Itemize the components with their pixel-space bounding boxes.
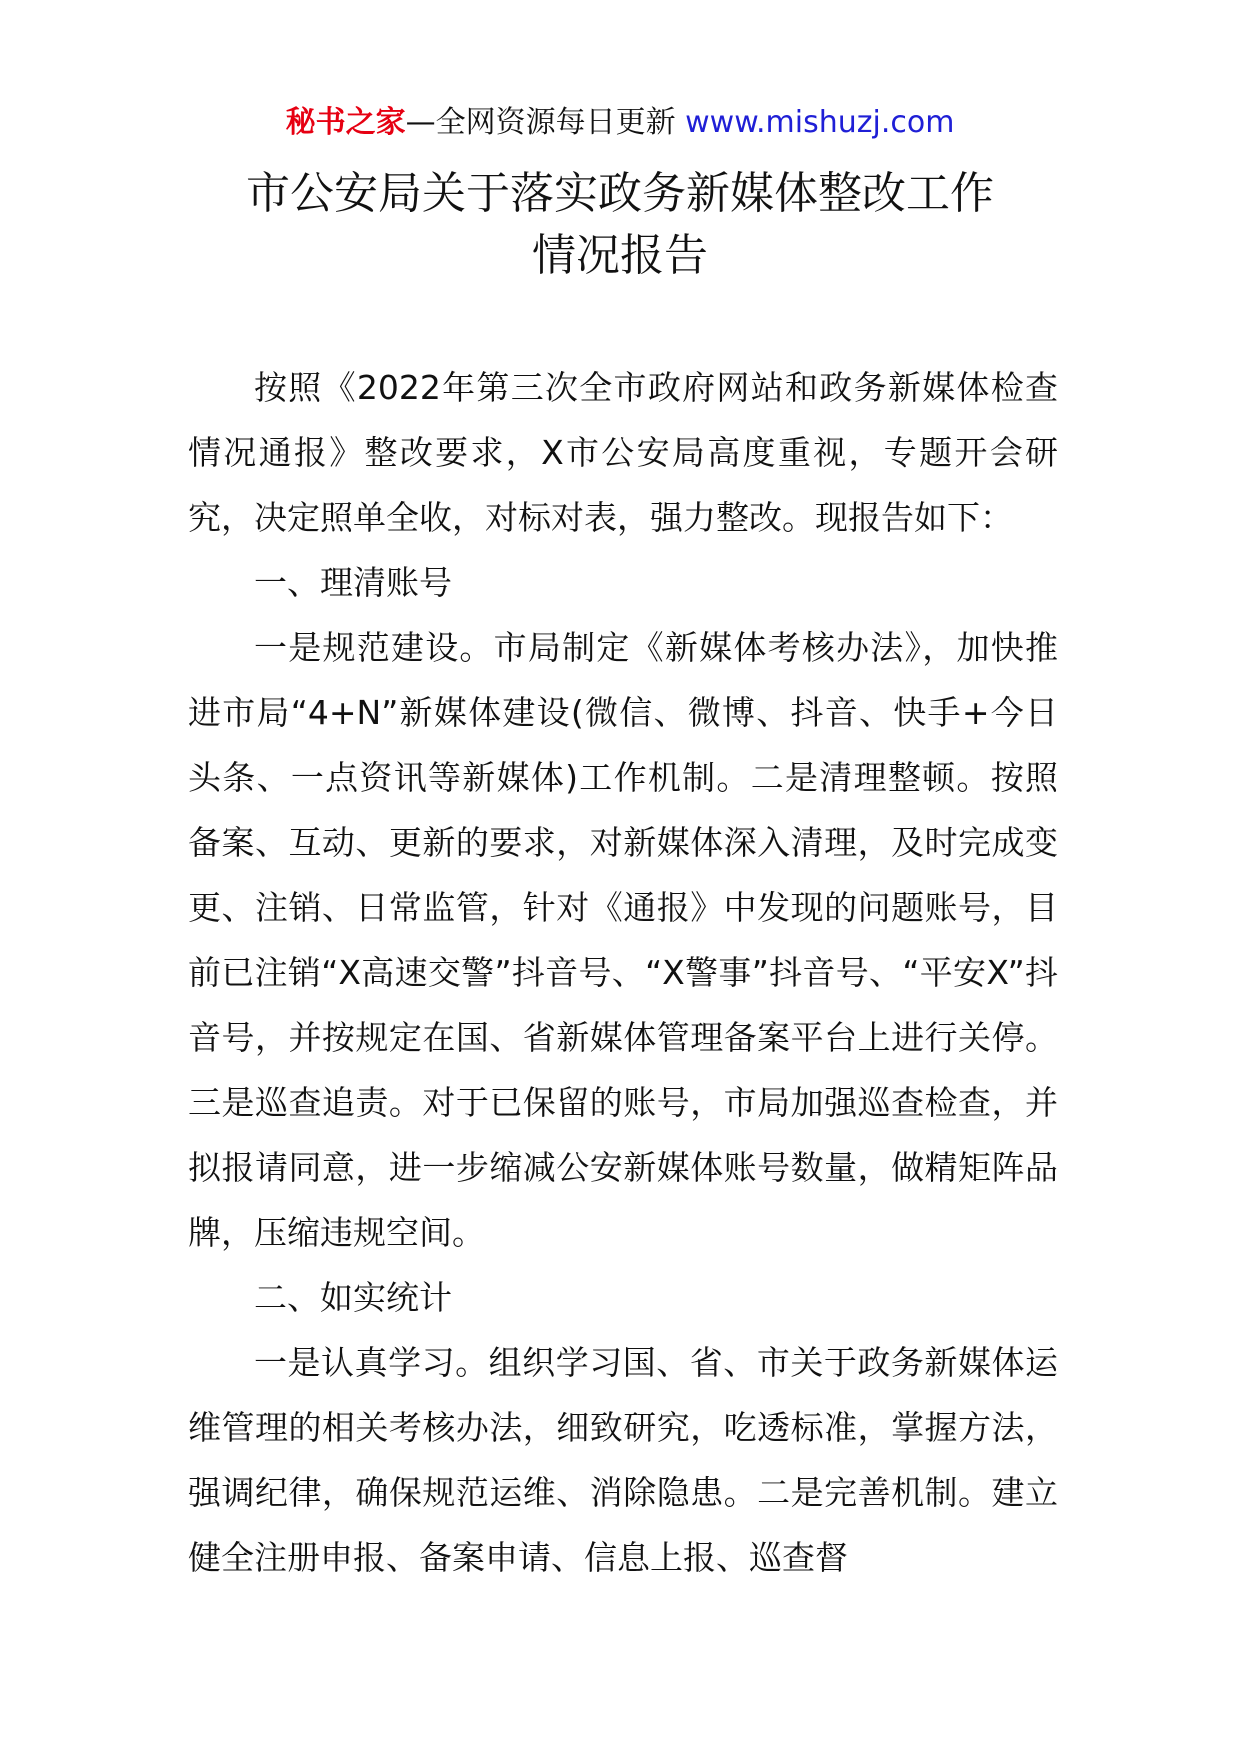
section-2-paragraph: 一是认真学习。组织学习国、省、市关于政务新媒体运维管理的相关考核办法，细致研究，吃透标准，掌握方法，强调纪律，确保规范运维、消除隐患。二是完善机制。建立健全注册申报、备案申请、信息上报、巡查督: [188, 1343, 1058, 1577]
intro-paragraph: 按照《2022年第三次全市政府网站和政务新媒体检查情况通报》整改要求，X市公安局高度重视，专题开会研究，决定照单全收，对标对表，强力整改。现报告如下：: [188, 368, 1058, 537]
site-url-link[interactable]: www.mishuzj.com: [685, 105, 955, 140]
site-header: [0, 103, 1240, 143]
site-tagline: —全网资源每日更新: [405, 105, 676, 140]
section-2-heading: 二、如实统计: [254, 1278, 452, 1317]
document-title-line-1: 市公安局关于落实政务新媒体整改工作: [246, 168, 994, 219]
document-body: [188, 355, 1058, 1590]
document-title-line-2: 情况报告: [532, 230, 708, 281]
section-1-paragraph: 一是规范建设。市局制定《新媒体考核办法》，加快推进市局“4+N”新媒体建设(微信、微博、抖音、快手+今日头条、一点资讯等新媒体)工作机制。二是清理整顿。按照备案、互动、更新的要求，对新媒体深入清理，及时完成变更、注销、日常监管，针对《通报》中发现的问题账号，目前已注销“X高速交警”抖音号、“X警事”抖音号、“平安X”抖音号，并按规定在国、省新媒体管理备案平台上进行关停。三是巡查追责。对于已保留的账号，市局加强巡查检查，并拟报请同意，进一步缩减公安新媒体账号数量，做精矩阵品牌，压缩违规空间。: [188, 628, 1058, 1252]
section-1-heading: 一、理清账号: [254, 563, 452, 602]
site-brand: 秘书之家: [285, 105, 406, 140]
